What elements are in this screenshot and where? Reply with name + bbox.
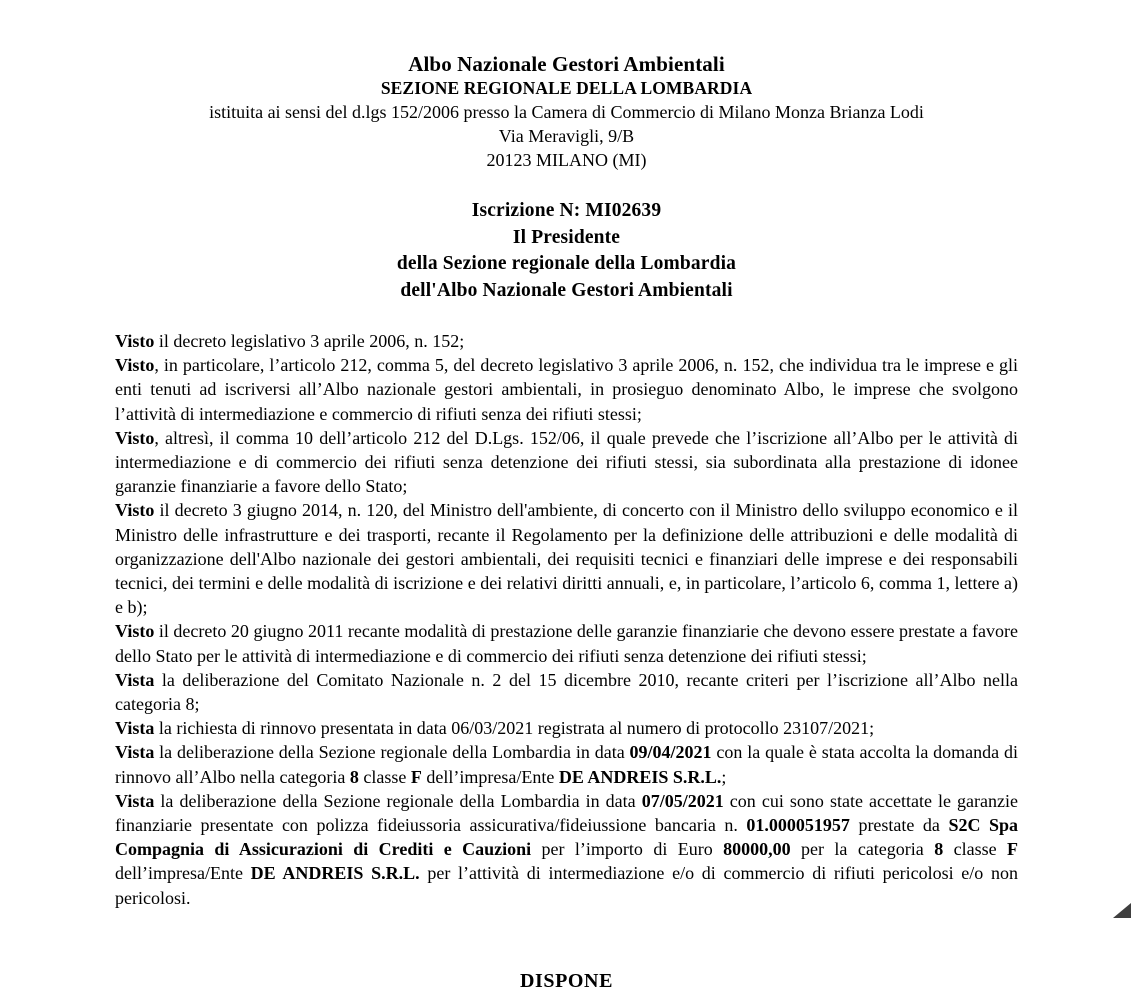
recital-paragraph: Visto, in particolare, l’articolo 212, comma 5, del decreto legislativo 3 aprile 2006, n. 152, che individua tra le imprese e gli enti tenuti ad iscriversi all’Albo nazionale gestori ambientali, in prosieguo denominato Albo, le imprese che svolgono l’attività di intermediazione e commercio di rifiuti senza dei rifiuti stessi; bbox=[115, 355, 1018, 424]
recital-paragraph: Vista la deliberazione della Sezione regionale della Lombardia in data 07/05/2021 con cui sono state accettate le garanzie finanziarie presentate con polizza fideiussoria assicurativa/fideiussione bancaria n. 01.000051957 prestate da S2C Spa Compagnia di Assicurazioni di Crediti e Cauzioni per l’importo di Euro 80000,00 per la categoria 8 classe F dell’impresa/Ente DE ANDREIS S.R.L. per l’attività di intermediazione e/o di commercio di rifiuti pericolosi e/o non pericolosi. bbox=[115, 790, 1019, 908]
recitals-list bbox=[115, 329, 1018, 910]
document-body bbox=[115, 0, 1018, 994]
recital-paragraph: Visto il decreto 20 giugno 2011 recante modalità di prestazione delle garanzie finanziarie che devono essere prestate a favore dello Stato per le attività di intermediazione e di commercio dei rifiuti senza detenzione dei rifiuti stessi; bbox=[115, 621, 1018, 666]
regional-section-line: della Sezione regionale della Lombardia bbox=[396, 253, 737, 274]
dispone-section bbox=[115, 968, 1018, 994]
recital-paragraph: Vista la deliberazione della Sezione regionale della Lombardia in data 09/04/2021 con la quale è stata accolta la domanda di rinnovo all’Albo nella categoria 8 classe F dell’impresa/Ente DE ANDREIS S.R.L.; bbox=[115, 742, 1018, 787]
recital-paragraph: Visto il decreto legislativo 3 aprile 2006, n. 152; bbox=[115, 331, 465, 351]
albo-nazionale-line: dell'Albo Nazionale Gestori Ambientali bbox=[400, 279, 733, 301]
recital-paragraph: Vista la richiesta di rinnovo presentata in data 06/03/2021 registrata al numero di protocollo 23107/2021; bbox=[115, 718, 875, 739]
regional-section-title: SEZIONE REGIONALE DELLA LOMBARDIA bbox=[380, 78, 753, 98]
organization-title: Albo Nazionale Gestori Ambientali bbox=[408, 52, 725, 76]
establishment-line: istituita ai sensi del d.lgs 152/2006 presso la Camera di Commercio di Milano Monza Brianza Lodi bbox=[209, 102, 924, 122]
resize-grip-icon[interactable] bbox=[1109, 903, 1131, 918]
president-line: Il Presidente bbox=[512, 226, 621, 248]
registration-title-block bbox=[115, 198, 1018, 304]
dispone-heading: DISPONE bbox=[519, 969, 614, 992]
recital-paragraph: Visto il decreto 3 giugno 2014, n. 120, del Ministro dell'ambiente, di concerto con il Ministro dello sviluppo economico e il Ministro delle infrastrutture e dei trasporti, recante il Regolamento per la definizione delle attribuzioni e delle modalità di organizzazione dell'Albo nazionale dei gestori ambientali, dei requisiti tecnici e finanziari delle imprese e dei responsabili tecnici, dei termini e delle modalità di iscrizione e dei relativi diritti annuali, e, in particolare, l’articolo 6, comma 1, lettere a) e b); bbox=[115, 500, 1018, 618]
recital-paragraph: Vista la deliberazione del Comitato Nazionale n. 2 del 15 dicembre 2010, recante criteri per l’iscrizione all’Albo nella categoria 8; bbox=[115, 669, 1018, 715]
registration-number-line: Iscrizione N: MI02639 bbox=[471, 200, 662, 221]
city-line: 20123 MILANO (MI) bbox=[486, 150, 647, 170]
address-line: Via Meravigli, 9/B bbox=[498, 126, 635, 146]
recital-paragraph: Visto, altresì, il comma 10 dell’articolo 212 del D.Lgs. 152/06, il quale prevede che l’iscrizione all’Albo per le attività di intermediazione e di commercio dei rifiuti senza detenzione dei rifiuti stessi, sia subordinata alla prestazione di idonee garanzie finanziarie a favore dello Stato; bbox=[115, 427, 1018, 497]
document-header bbox=[115, 0, 1018, 172]
